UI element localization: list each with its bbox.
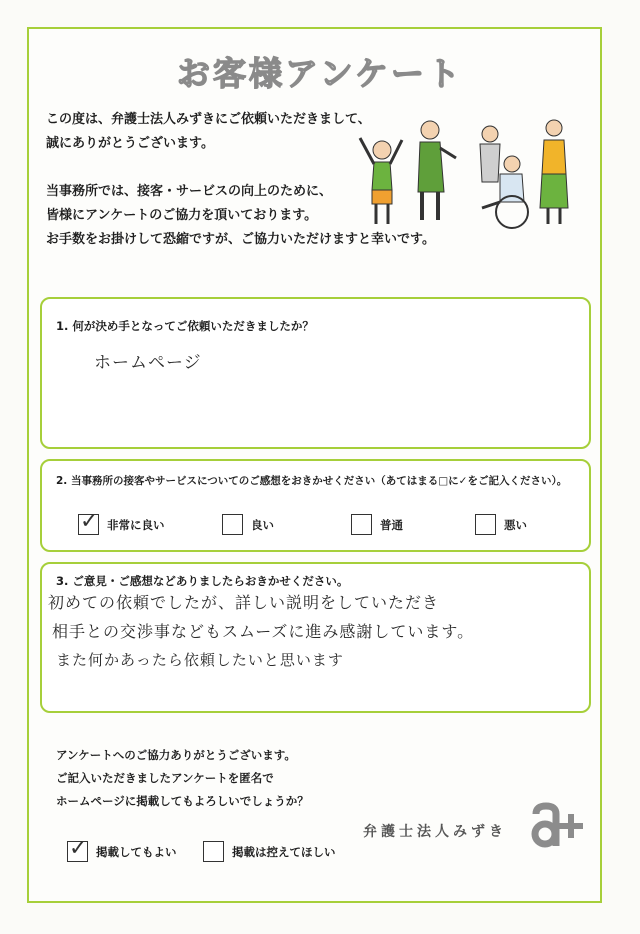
caregiver-figure [540,120,568,224]
publish-decline-label: 掲載は控えてほしい [232,844,336,859]
checkbox-publish-decline[interactable] [203,841,224,862]
check-mark: ✓ [80,509,99,534]
question-3-answer-line-3[interactable]: また何かあったら依頼したいと思います [56,651,344,669]
option-very-good[interactable] [78,509,165,535]
publish-ok-option[interactable] [67,836,177,862]
child-figure [360,138,402,224]
option-very-good-label: 非常に良い [107,517,165,532]
closing-line-1: アンケートへのご協力ありがとうございます。 [56,748,296,762]
publish-ok-label: 掲載してもよい [96,844,177,859]
check-mark: ✓ [69,836,88,861]
intro-line-3: 当事務所では、接客・サービスの向上のために、 [46,184,333,199]
option-good[interactable] [222,514,274,535]
question-2-box [40,459,591,552]
option-bad-label: 悪い [504,517,527,532]
question-1-box [40,297,591,449]
closing-line-3: ホームページに掲載してもよろしいでしょうか？ [56,794,309,808]
lawyer-figure [418,121,456,220]
question-2-label: 2. 当事務所の接客やサービスについてのご感想をおきかせください（あてはまる□に✓をご記入ください）。 [56,475,568,487]
question-3-answer-line-1[interactable]: 初めての依頼でしたが、詳しい説明をしていただき [48,593,440,612]
checkbox-average[interactable] [351,514,372,535]
firm-name: 弁護士法人みずき [363,824,507,840]
question-1-label: 1. 何が決め手となってご依頼いただきましたか？ [56,319,314,333]
page-title: お客様アンケート [176,54,464,93]
closing-line-2: ご記入いただきましたアンケートを匿名で [56,771,274,785]
question-3-box [40,562,591,713]
intro-line-5: お手数をお掛けして恐縮ですが、ご協力いただけますと幸いです。 [46,232,435,247]
intro-line-1: この度は、弁護士法人みずきにご依頼いただきまして、 [46,112,371,127]
option-average[interactable] [351,514,403,535]
supporter-figure [480,126,500,182]
question-3-label: 3. ご意見・ご感想などありましたらおきかせください。 [56,574,349,588]
intro-line-2: 誠にありがとうございます。 [46,136,214,151]
checkbox-good[interactable] [222,514,243,535]
option-good-label: 良い [251,517,274,532]
option-bad[interactable] [475,514,527,535]
option-average-label: 普通 [380,517,403,532]
checkbox-very-good[interactable] [78,509,99,535]
question-1-answer[interactable]: ホームページ [94,353,202,373]
question-3-answer-line-2[interactable]: 相手との交渉事などもスムーズに進み感謝しています。 [52,622,475,641]
checkbox-publish-ok[interactable] [67,836,88,862]
people-illustration [352,112,582,232]
checkbox-bad[interactable] [475,514,496,535]
firm-logo [528,800,588,852]
intro-line-4: 皆様にアンケートのご協力を頂いております。 [46,208,318,223]
publish-decline-option[interactable] [203,841,336,862]
